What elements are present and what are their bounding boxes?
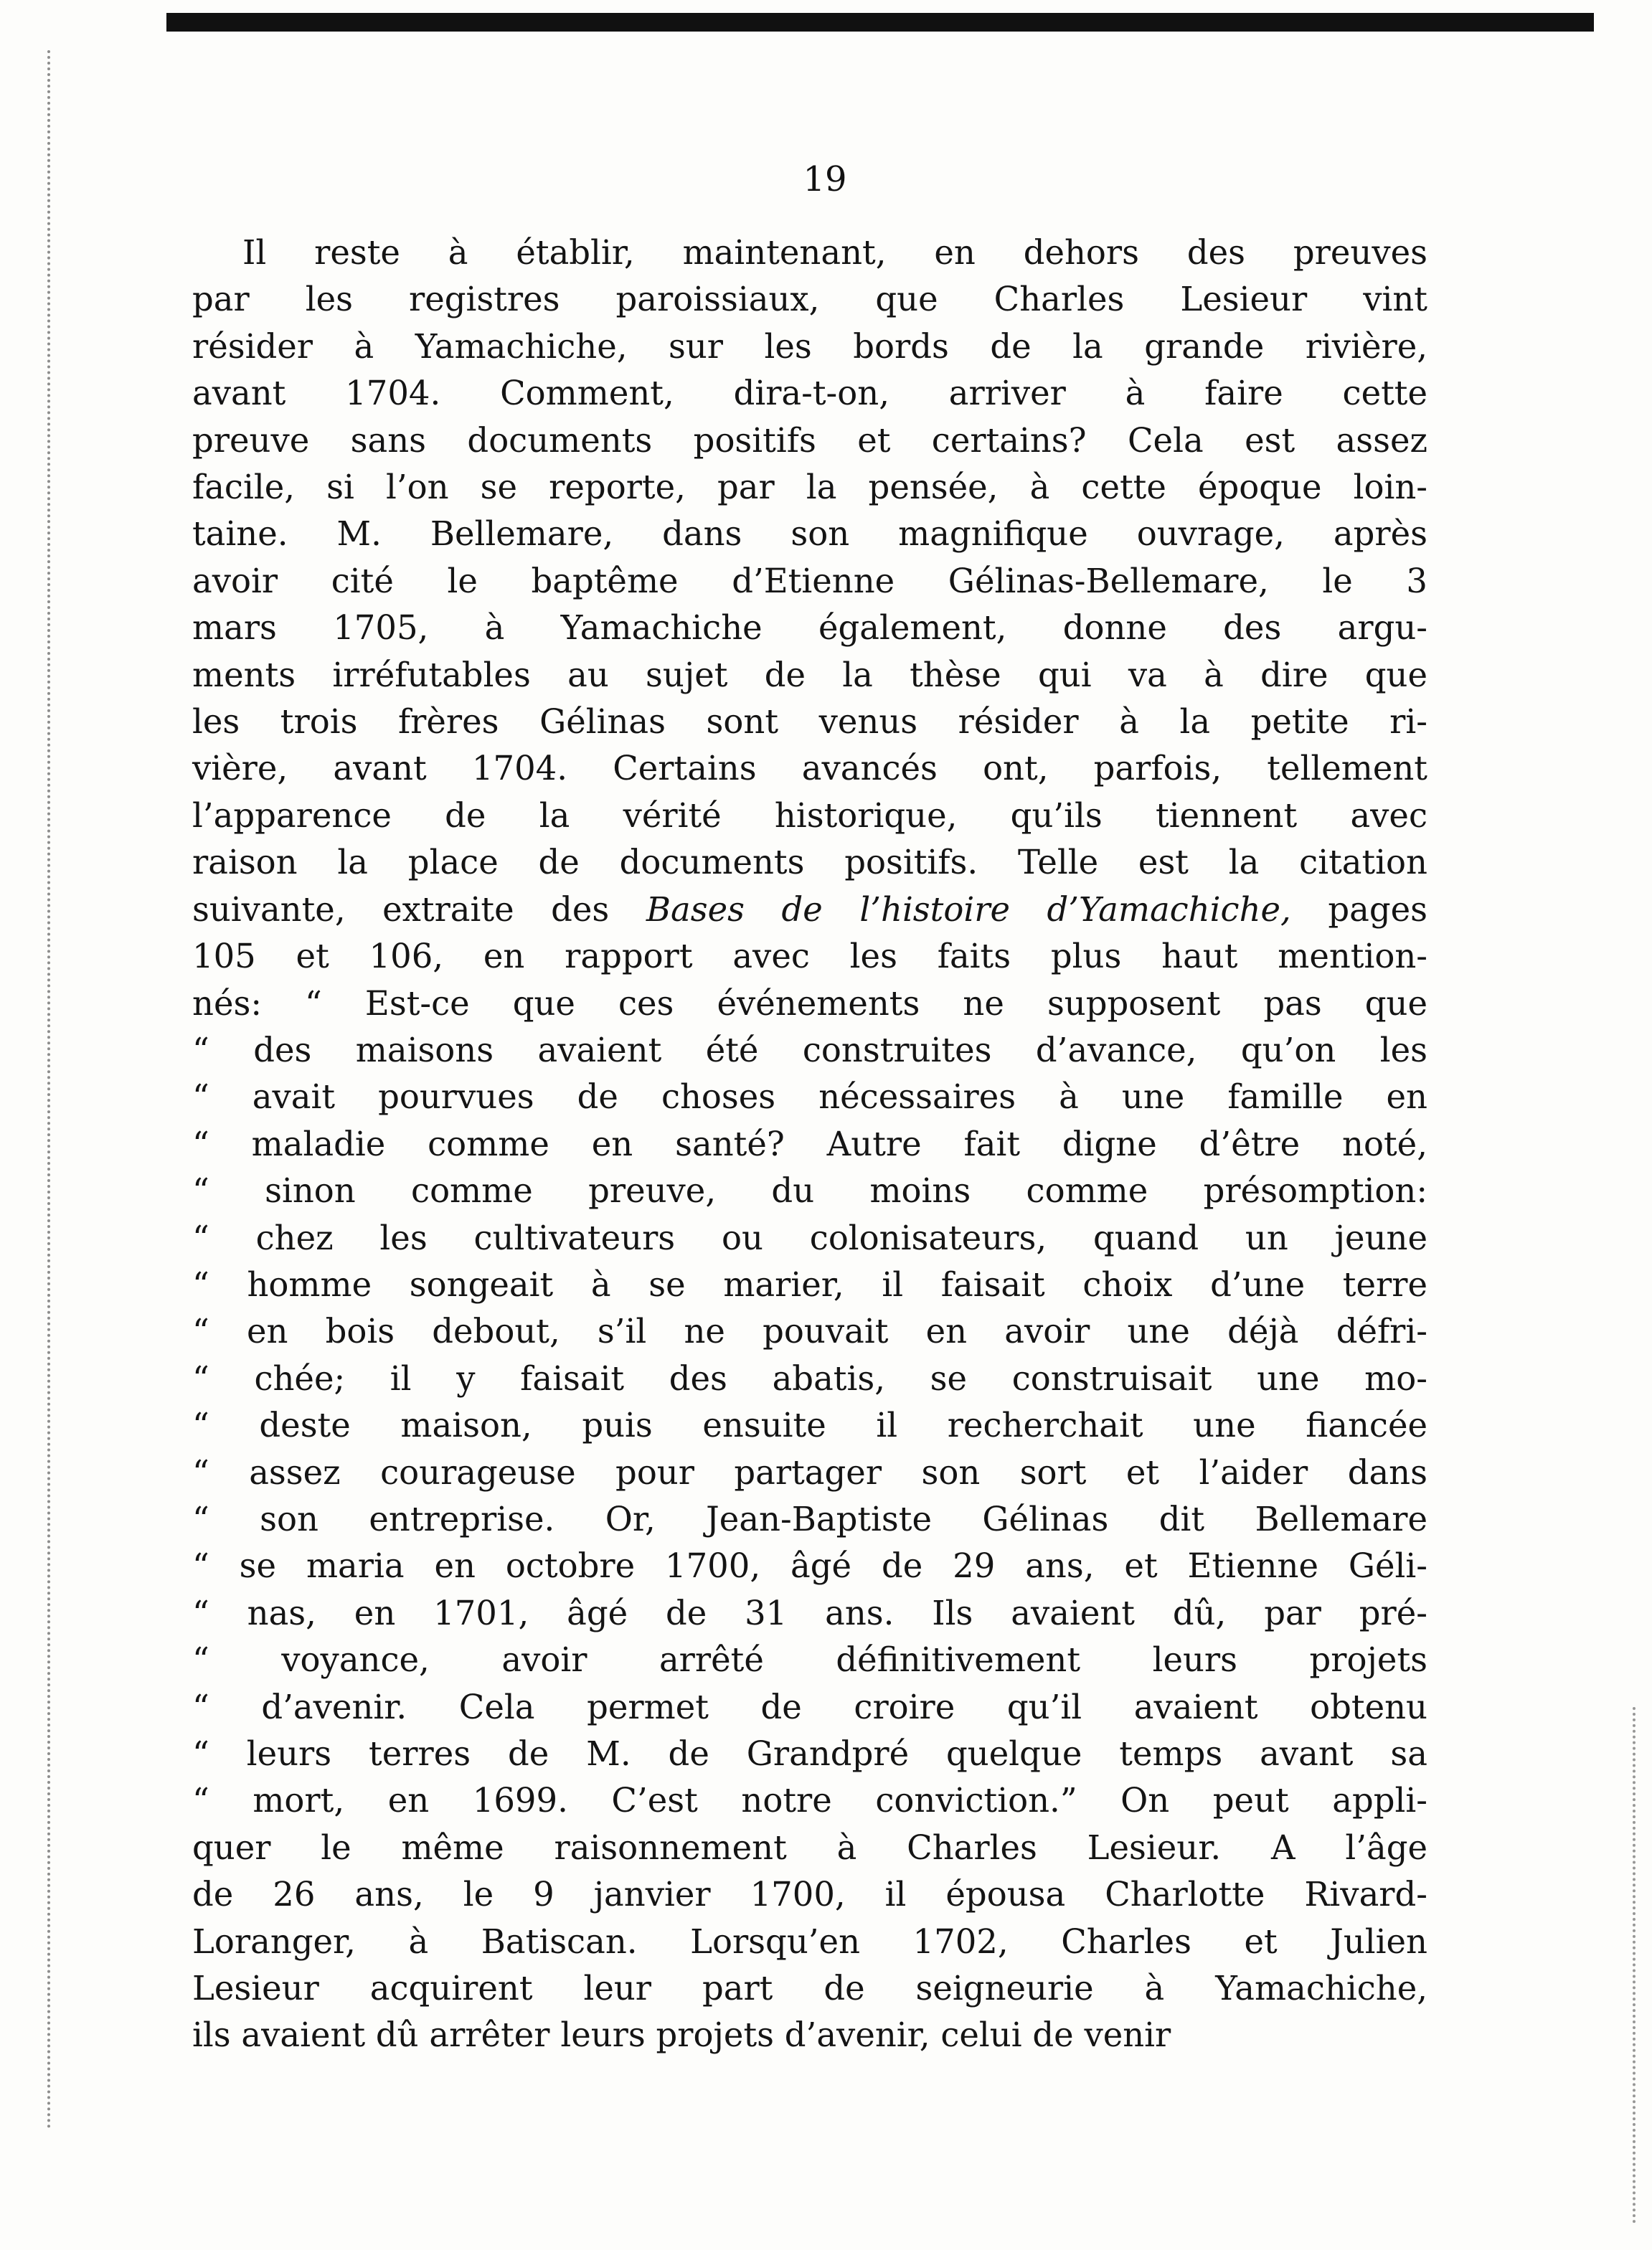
text-line: mars 1705, à Yamachiche également, donne des argu-	[192, 608, 1427, 648]
text-line: “ son entreprise. Or, Jean-Baptiste Gélinas dit Bellemare	[192, 1499, 1427, 1538]
text-line: preuve sans documents positifs et certains? Cela est assez	[192, 420, 1427, 460]
text-line: Lesieur acquirent leur part de seigneurie à Yamachiche,	[192, 1969, 1427, 2008]
citation-pages-word: pages	[1328, 889, 1428, 929]
text-line: “ avait pourvues de choses nécessaires à une famille en	[192, 1077, 1427, 1117]
text-line: “ se maria en octobre 1700, âgé de 29 ans, et Etienne Géli-	[192, 1546, 1427, 1586]
text-line: avoir cité le baptême d’Etienne Gélinas-Bellemare, le 3	[192, 561, 1427, 600]
text-line: ils avaient dû arrêter leurs projets d’avenir, celui de venir	[192, 2015, 1171, 2055]
text-line: taine. M. Bellemare, dans son magnifique ouvrage, après	[192, 514, 1427, 554]
text-line: “ des maisons avaient été construites d’avance, qu’on les	[192, 1030, 1427, 1069]
text-line: l’apparence de la vérité historique, qu’ils tiennent avec	[192, 795, 1427, 835]
citation-lead: suivante, extraite des	[192, 889, 610, 929]
text-line: “ deste maison, puis ensuite il recherchait une fiancée	[192, 1406, 1427, 1445]
text-line: “ chez les cultivateurs ou colonisateurs, quand un jeune	[192, 1218, 1427, 1257]
text-line: 105 et 106, en rapport avec les faits plus haut mention-	[192, 937, 1427, 976]
text-line: “ nas, en 1701, âgé de 31 ans. Ils avaient dû, par pré-	[192, 1593, 1427, 1632]
text-line: “ voyance, avoir arrêté définitivement leurs projets	[192, 1640, 1427, 1680]
text-line: facile, si l’on se reporte, par la pensée, à cette époque loin-	[192, 468, 1427, 507]
page-left-edge-marks	[47, 50, 55, 2130]
text-line: ments irréfutables au sujet de la thèse qui va à dire que	[192, 655, 1427, 694]
text-line: résider à Yamachiche, sur les bords de la grande rivière,	[192, 326, 1427, 366]
text-line-citation	[192, 887, 1427, 933]
text-line: “ mort, en 1699. C’est notre conviction.” On peut appli-	[192, 1781, 1427, 1820]
text-line: “ maladie comme en santé? Autre fait digne d’être noté,	[192, 1124, 1427, 1163]
text-line: “ homme songeait à se marier, il faisait choix d’une terre	[192, 1265, 1427, 1304]
text-line: “ chée; il y faisait des abatis, se construisait une mo-	[192, 1358, 1427, 1398]
text-line: “ leurs terres de M. de Grandpré quelque temps avant sa	[192, 1734, 1427, 1773]
citation-title: Bases de l’histoire d’Yamachiche,	[646, 889, 1291, 929]
text-line: raison la place de documents positifs. Telle est la citation	[192, 843, 1427, 882]
body-paragraph	[192, 230, 1427, 2059]
page-top-rule	[166, 13, 1594, 32]
text-line: avant 1704. Comment, dira-t-on, arriver à faire cette	[192, 374, 1427, 413]
text-line: nés: “ Est-ce que ces événements ne supposent pas que	[192, 983, 1427, 1023]
text-line: “ en bois debout, s’il ne pouvait en avoir une déjà défri-	[192, 1312, 1427, 1351]
text-line: “ assez courageuse pour partager son sort et l’aider dans	[192, 1452, 1427, 1492]
text-line: de 26 ans, le 9 janvier 1700, il épousa Charlotte Rivard-	[192, 1875, 1427, 1914]
page-right-edge-marks	[1633, 1707, 1639, 2223]
text-line: “ d’avenir. Cela permet de croire qu’il avaient obtenu	[192, 1687, 1427, 1726]
text-line: vière, avant 1704. Certains avancés ont, parfois, tellement	[192, 749, 1427, 788]
text-line: “ sinon comme preuve, du moins comme présomption:	[192, 1171, 1427, 1211]
text-line: Loranger, à Batiscan. Lorsqu’en 1702, Charles et Julien	[192, 1922, 1427, 1961]
text-line: Il reste à établir, maintenant, en dehors des preuves	[242, 233, 1427, 272]
text-line: quer le même raisonnement à Charles Lesieur. A l’âge	[192, 1828, 1427, 1867]
text-line: les trois frères Gélinas sont venus résider à la petite ri-	[192, 702, 1427, 742]
page-number: 19	[803, 159, 847, 199]
text-line: par les registres paroissiaux, que Charles Lesieur vint	[192, 280, 1427, 319]
